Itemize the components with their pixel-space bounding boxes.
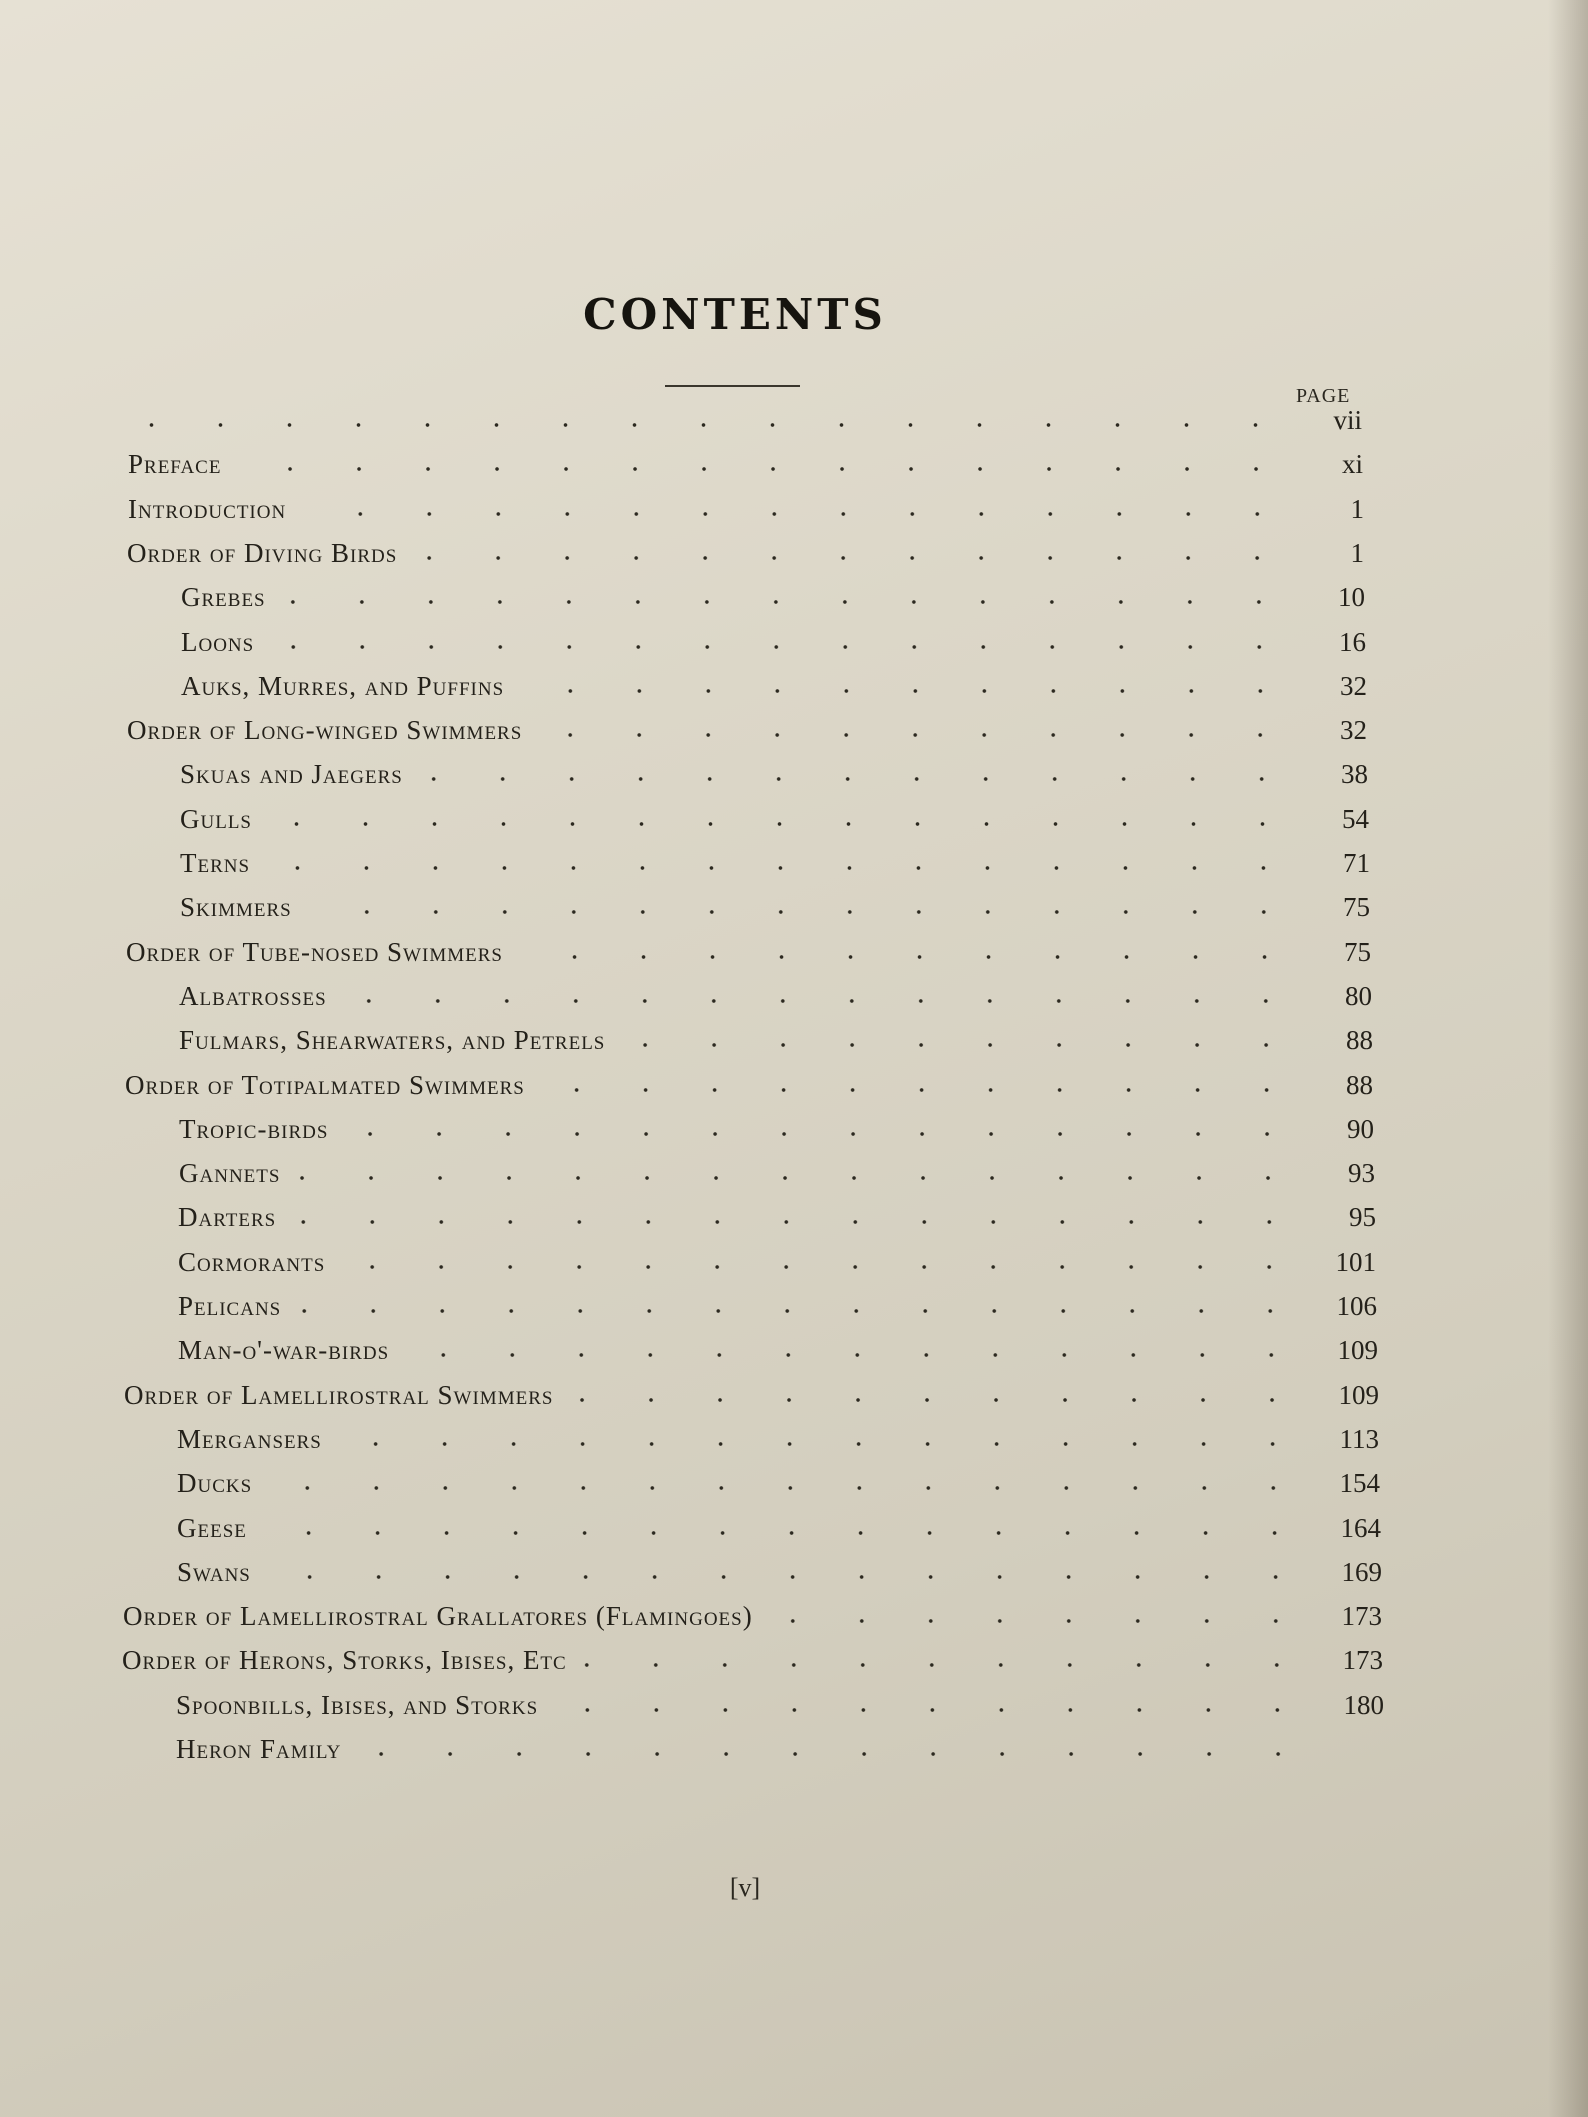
toc-row (179, 1114, 1374, 1154)
dot-leader (336, 1442, 1307, 1446)
toc-entry-label: Auks, Murres, and Puffins (181, 671, 505, 701)
dot-leader (290, 1220, 1304, 1224)
dot-leader (280, 600, 1293, 604)
toc-entry-label: Order of Lamellirostral Swimmers (124, 1380, 554, 1410)
dot-leader (268, 645, 1294, 649)
toc-entry-page: 164 (1340, 1513, 1381, 1543)
toc-row (127, 715, 1367, 755)
toc-row (128, 449, 1363, 489)
toc-entry-page: 1 (1350, 538, 1364, 568)
dot-leader (619, 1043, 1301, 1047)
toc-entry-page: 90 (1347, 1114, 1374, 1144)
toc-row (178, 1291, 1377, 1331)
toc-entry-label: Fulmars, Shearwaters, and Petrels (179, 1025, 606, 1055)
toc-row (180, 892, 1370, 932)
dot-leader (266, 1486, 1308, 1490)
dot-leader (235, 467, 1291, 471)
toc-row (127, 538, 1364, 578)
toc-row (179, 981, 1372, 1021)
toc-entry-label: Preface (128, 449, 222, 479)
toc-row (180, 848, 1370, 888)
toc-entry-label: Albatrosses (179, 981, 327, 1011)
toc-row (178, 1202, 1376, 1242)
toc-row (179, 1158, 1375, 1198)
toc-entry-label: Darters (178, 1202, 277, 1232)
toc-entry-page: xi (1341, 449, 1363, 479)
dot-leader (581, 1663, 1311, 1667)
page-column-header: PAGE (1296, 385, 1351, 407)
toc-row (179, 1025, 1373, 1065)
toc-entry-label: Heron Family (176, 1734, 342, 1764)
toc-row (122, 1645, 1383, 1685)
dot-leader (539, 1088, 1301, 1092)
dot-leader (767, 1619, 1310, 1623)
dot-leader (266, 822, 1297, 826)
dot-leader (342, 1132, 1302, 1136)
toc-entry-label: Order of Herons, Storks, Ibises, Etc (122, 1645, 567, 1675)
toc-row (180, 759, 1368, 799)
toc-entry-label: Gulls (180, 804, 252, 834)
toc-entry-page: 32 (1340, 715, 1367, 745)
dot-leader (142, 423, 1290, 427)
toc-entry-label: Cormorants (178, 1247, 326, 1277)
toc-entry-label: Gannets (179, 1158, 281, 1188)
toc-row (123, 1601, 1382, 1641)
toc-entry-label: Terns (180, 848, 251, 878)
toc-entry-page: vii (1333, 405, 1362, 435)
dot-leader (341, 999, 1300, 1003)
toc-entry-page: 95 (1349, 1202, 1376, 1232)
toc-entry-label: Introduction (128, 494, 287, 524)
page-folio: [v] (729, 1873, 761, 1902)
toc-entry-page: 113 (1339, 1424, 1379, 1454)
toc-row (124, 1380, 1379, 1420)
toc-entry-page: 88 (1346, 1025, 1373, 1055)
dot-leader (518, 689, 1295, 693)
toc-entry-page: 75 (1343, 892, 1370, 922)
toc-entry-page: 154 (1339, 1468, 1380, 1498)
dot-leader (306, 910, 1298, 914)
toc-row (177, 1424, 1379, 1464)
toc-row (177, 1468, 1380, 1508)
toc-entry-page: 71 (1343, 848, 1370, 878)
dot-leader (567, 1398, 1307, 1402)
toc-entry-label: Skimmers (180, 892, 292, 922)
toc-row (181, 671, 1367, 711)
toc-entry-label: Tropic-birds (179, 1114, 329, 1144)
toc-entry-page: 109 (1337, 1335, 1378, 1365)
toc-row (126, 937, 1371, 977)
dot-leader (403, 1353, 1306, 1357)
toc-entry-label: Pelicans (178, 1291, 282, 1321)
toc-entry-page: 173 (1342, 1645, 1383, 1675)
toc-row (128, 405, 1362, 445)
dot-leader (536, 733, 1295, 737)
toc-entry-label: Man-o'-war-birds (178, 1335, 390, 1365)
toc-row (176, 1690, 1384, 1730)
dot-leader (552, 1708, 1312, 1712)
toc-entry-page: 180 (1343, 1690, 1384, 1720)
toc-entry-page: 32 (1340, 671, 1367, 701)
dot-leader (265, 1575, 1310, 1579)
dot-leader (294, 1176, 1303, 1180)
toc-row (176, 1734, 1385, 1774)
dot-leader (417, 777, 1296, 781)
toc-entry-label: Spoonbills, Ibises, and Storks (176, 1690, 539, 1720)
toc-entry-page: 169 (1341, 1557, 1382, 1587)
toc-entry-page: 38 (1341, 759, 1368, 789)
dot-leader (411, 556, 1292, 560)
toc-entry-label: Order of Totipalmated Swimmers (125, 1070, 525, 1100)
toc-entry-page: 88 (1346, 1070, 1373, 1100)
toc-entry-label: Mergansers (177, 1424, 322, 1454)
toc-entry-page: 1 (1350, 494, 1364, 524)
toc-entry-label: Ducks (177, 1468, 253, 1498)
toc-entry-label: Order of Tube-nosed Swimmers (126, 937, 503, 967)
toc-row (128, 494, 1364, 534)
toc-entry-page: 75 (1344, 937, 1371, 967)
toc-row (180, 804, 1369, 844)
toc-entry-page: 54 (1342, 804, 1369, 834)
dot-leader (355, 1752, 1313, 1756)
toc-row (177, 1513, 1381, 1553)
toc-entry-page: 101 (1335, 1247, 1376, 1277)
toc-entry-label: Order of Lamellirostral Grallatores (Flamingoes) (123, 1601, 753, 1631)
toc-row (125, 1070, 1373, 1110)
toc-row (181, 627, 1366, 667)
contents-title: CONTENTS (583, 290, 887, 339)
toc-entry-label: Order of Diving Birds (127, 538, 398, 568)
dot-leader (339, 1265, 1304, 1269)
toc-entry-label: Order of Long-winged Swimmers (127, 715, 523, 745)
toc-entry-label: Loons (181, 627, 255, 657)
dot-leader (264, 866, 1298, 870)
toc-entry-page: 173 (1341, 1601, 1382, 1631)
toc-entry-label: Skuas and Jaegers (180, 759, 403, 789)
dot-leader (517, 955, 1299, 959)
toc-entry-page: 80 (1345, 981, 1372, 1011)
dot-leader (295, 1309, 1305, 1313)
toc-entry-label: Swans (177, 1557, 251, 1587)
toc-row (178, 1335, 1378, 1375)
dot-leader (261, 1531, 1309, 1535)
toc-entry-label: Geese (177, 1513, 247, 1543)
toc-entry-page: 106 (1336, 1291, 1377, 1321)
toc-entry-page: 16 (1339, 627, 1366, 657)
toc-row (177, 1557, 1382, 1597)
dot-leader (300, 512, 1292, 516)
toc-entry-page: 10 (1338, 582, 1365, 612)
toc-entry-page: 109 (1338, 1380, 1379, 1410)
toc-entry-label: Grebes (181, 582, 266, 612)
toc-row (181, 582, 1365, 622)
toc-entry-page: 93 (1348, 1158, 1375, 1188)
toc-row (178, 1247, 1376, 1287)
